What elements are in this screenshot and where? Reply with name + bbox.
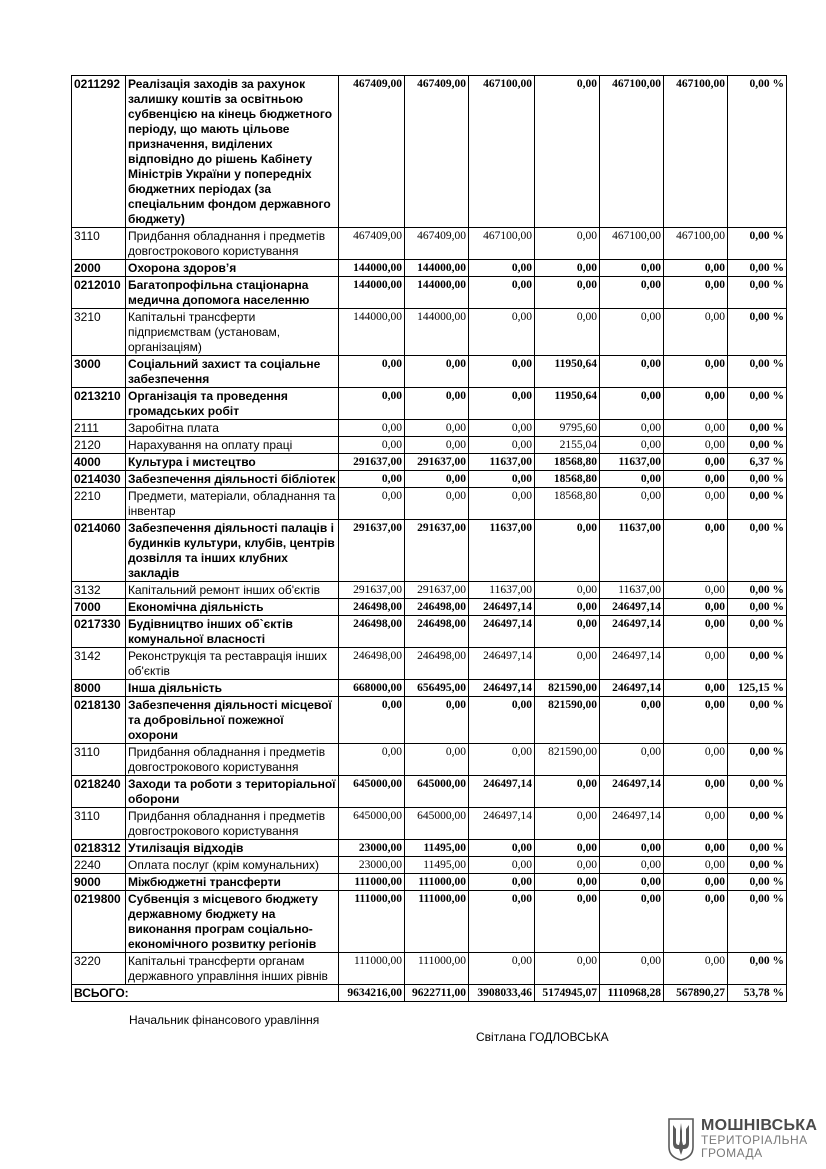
row-amount-c1: 0,00 [339,488,405,520]
row-amount-c2: 246498,00 [405,616,469,648]
row-amount-c2: 11495,00 [405,840,469,857]
row-amount-c2: 111000,00 [405,953,469,985]
row-amount-c4: 0,00 [535,616,600,648]
row-amount-c2: 111000,00 [405,874,469,891]
row-amount-c4: 821590,00 [535,680,600,697]
row-amount-c1: 0,00 [339,437,405,454]
row-amount-c3: 246497,14 [469,616,535,648]
row-amount-c5: 0,00 [600,488,664,520]
row-name: Оплата послуг (крім комунальних) [126,857,339,874]
row-code: 0214030 [72,471,126,488]
row-amount-c1: 0,00 [339,388,405,420]
row-name: Соціальний захист та соціальне забезпечення [126,356,339,388]
row-amount-c6: 0,00 [664,891,728,953]
total-amount-c1: 9634216,00 [339,985,405,1002]
row-amount-c3: 246497,14 [469,648,535,680]
table-row [72,388,787,420]
row-amount-c2: 0,00 [405,471,469,488]
row-code: 3220 [72,953,126,985]
logo-line-2: ТЕРИТОРІАЛЬНА [701,1133,808,1147]
row-percent: 0,00 % [728,388,787,420]
signer-name: Світлана ГОДЛОВСЬКА [476,1030,609,1044]
row-amount-c4: 0,00 [535,953,600,985]
table-row [72,471,787,488]
row-amount-c3: 0,00 [469,697,535,744]
row-amount-c4: 0,00 [535,808,600,840]
row-amount-c1: 111000,00 [339,891,405,953]
row-amount-c1: 0,00 [339,420,405,437]
row-amount-c6: 467100,00 [664,228,728,260]
table-row [72,309,787,356]
row-name: Придбання обладнання і предметів довгострокового користування [126,228,339,260]
row-amount-c2: 656495,00 [405,680,469,697]
row-name: Будівництво інших об`єктів комунальної власності [126,616,339,648]
table-row [72,697,787,744]
row-amount-c4: 11950,64 [535,388,600,420]
row-percent: 0,00 % [728,520,787,582]
logo-line-3: ГРОМАДА [701,1146,763,1160]
row-percent: 125,15 % [728,680,787,697]
row-name: Забезпечення діяльності місцевої та добровільної пожежної охорони [126,697,339,744]
row-name: Придбання обладнання і предметів довгострокового користування [126,808,339,840]
row-amount-c1: 668000,00 [339,680,405,697]
row-amount-c3: 467100,00 [469,76,535,228]
row-amount-c6: 0,00 [664,277,728,309]
row-percent: 0,00 % [728,420,787,437]
row-percent: 0,00 % [728,648,787,680]
row-name: Організація та проведення громадських робіт [126,388,339,420]
row-amount-c2: 467409,00 [405,76,469,228]
row-amount-c3: 0,00 [469,277,535,309]
row-percent: 0,00 % [728,76,787,228]
row-amount-c6: 0,00 [664,648,728,680]
row-amount-c3: 0,00 [469,891,535,953]
row-amount-c3: 0,00 [469,840,535,857]
row-name: Предмети, матеріали, обладнання та інвентар [126,488,339,520]
row-amount-c5: 0,00 [600,874,664,891]
row-name: Нарахування на оплату праці [126,437,339,454]
table-row [72,599,787,616]
row-percent: 0,00 % [728,744,787,776]
row-code: 3142 [72,648,126,680]
row-percent: 0,00 % [728,471,787,488]
row-code: 3110 [72,808,126,840]
row-amount-c5: 0,00 [600,857,664,874]
row-code: 0219800 [72,891,126,953]
row-amount-c5: 11637,00 [600,454,664,471]
row-amount-c3: 0,00 [469,260,535,277]
row-code: 0213210 [72,388,126,420]
row-amount-c2: 0,00 [405,356,469,388]
row-code: 9000 [72,874,126,891]
row-amount-c5: 246497,14 [600,776,664,808]
row-amount-c5: 246497,14 [600,808,664,840]
row-name: Утилізація відходів [126,840,339,857]
table-row [72,260,787,277]
row-amount-c4: 0,00 [535,309,600,356]
row-code: 0218312 [72,840,126,857]
trident-emblem-icon [667,1117,695,1161]
row-code: 2120 [72,437,126,454]
row-amount-c1: 291637,00 [339,520,405,582]
row-amount-c4: 11950,64 [535,356,600,388]
row-amount-c1: 246498,00 [339,648,405,680]
row-code: 0212010 [72,277,126,309]
row-code: 0218240 [72,776,126,808]
row-amount-c6: 467100,00 [664,76,728,228]
row-name: Багатопрофільна стаціонарна медична допомога населенню [126,277,339,309]
row-amount-c4: 0,00 [535,277,600,309]
row-amount-c3: 246497,14 [469,599,535,616]
row-amount-c4: 0,00 [535,776,600,808]
row-amount-c3: 0,00 [469,420,535,437]
row-amount-c1: 144000,00 [339,260,405,277]
row-amount-c6: 0,00 [664,680,728,697]
row-amount-c1: 645000,00 [339,808,405,840]
row-amount-c6: 0,00 [664,874,728,891]
row-amount-c6: 0,00 [664,260,728,277]
row-amount-c4: 18568,80 [535,454,600,471]
row-percent: 0,00 % [728,437,787,454]
row-code: 3000 [72,356,126,388]
row-code: 2240 [72,857,126,874]
row-amount-c6: 0,00 [664,388,728,420]
row-amount-c5: 0,00 [600,697,664,744]
table-row [72,874,787,891]
row-amount-c1: 111000,00 [339,874,405,891]
logo-line-1: МОШНІВСЬКА [701,1117,818,1134]
row-percent: 0,00 % [728,488,787,520]
row-amount-c4: 18568,80 [535,488,600,520]
row-amount-c6: 0,00 [664,471,728,488]
row-percent: 0,00 % [728,309,787,356]
table-row [72,356,787,388]
row-amount-c4: 0,00 [535,874,600,891]
row-amount-c1: 467409,00 [339,76,405,228]
row-amount-c5: 0,00 [600,388,664,420]
row-amount-c1: 23000,00 [339,857,405,874]
row-name: Капітальні трансферти підприємствам (установам, організаціям) [126,309,339,356]
row-amount-c2: 11495,00 [405,857,469,874]
row-amount-c6: 0,00 [664,520,728,582]
table-row [72,582,787,599]
row-amount-c6: 0,00 [664,488,728,520]
row-code: 0214060 [72,520,126,582]
row-percent: 0,00 % [728,228,787,260]
row-percent: 0,00 % [728,891,787,953]
table-row [72,840,787,857]
row-percent: 0,00 % [728,857,787,874]
row-amount-c3: 11637,00 [469,520,535,582]
table-row [72,953,787,985]
row-amount-c5: 246497,14 [600,648,664,680]
row-amount-c6: 0,00 [664,776,728,808]
row-code: 0211292 [72,76,126,228]
table-row [72,744,787,776]
row-amount-c1: 144000,00 [339,309,405,356]
row-amount-c4: 0,00 [535,582,600,599]
row-amount-c6: 0,00 [664,840,728,857]
row-amount-c4: 0,00 [535,228,600,260]
row-amount-c4: 2155,04 [535,437,600,454]
row-amount-c3: 246497,14 [469,776,535,808]
total-amount-c6: 567890,27 [664,985,728,1002]
total-amount-c3: 3908033,46 [469,985,535,1002]
row-code: 2000 [72,260,126,277]
row-amount-c3: 0,00 [469,437,535,454]
row-name: Охорона здоров’я [126,260,339,277]
row-amount-c3: 11637,00 [469,582,535,599]
row-amount-c1: 0,00 [339,697,405,744]
row-code: 3110 [72,744,126,776]
total-amount-c5: 1110968,28 [600,985,664,1002]
signer-title: Начальник фінансового уравління [129,1013,320,1027]
row-amount-c2: 0,00 [405,420,469,437]
row-name: Культура і мистецтво [126,454,339,471]
row-amount-c4: 0,00 [535,840,600,857]
row-name: Заходи та роботи з територіальної оборони [126,776,339,808]
row-percent: 0,00 % [728,582,787,599]
row-percent: 6,37 % [728,454,787,471]
row-amount-c3: 11637,00 [469,454,535,471]
row-name: Субвенція з місцевого бюджету державному бюджету на виконання програм соціально-економічного розвитку регіонів [126,891,339,953]
row-percent: 0,00 % [728,808,787,840]
row-amount-c1: 144000,00 [339,277,405,309]
row-amount-c1: 291637,00 [339,454,405,471]
row-name: Реалізація заходів за рахунок залишку коштів за освітньою субвенцією на кінець бюджетного періоду, що мають цільове призначення, виділених відповідно до рішень Кабінету Міністрів України у попередніх бюджетних періодах (за спеціальним фондом державного бюджету) [126,76,339,228]
row-amount-c5: 0,00 [600,309,664,356]
row-amount-c4: 821590,00 [535,697,600,744]
row-amount-c3: 246497,14 [469,808,535,840]
row-amount-c2: 144000,00 [405,309,469,356]
row-amount-c5: 467100,00 [600,228,664,260]
row-amount-c5: 11637,00 [600,520,664,582]
row-amount-c4: 0,00 [535,891,600,953]
row-amount-c3: 0,00 [469,356,535,388]
row-amount-c6: 0,00 [664,356,728,388]
row-amount-c2: 645000,00 [405,808,469,840]
table-row [72,437,787,454]
row-amount-c6: 0,00 [664,857,728,874]
row-amount-c2: 0,00 [405,437,469,454]
row-amount-c2: 144000,00 [405,277,469,309]
row-code: 2111 [72,420,126,437]
total-label: ВСЬОГО: [72,985,339,1002]
row-amount-c4: 0,00 [535,520,600,582]
row-percent: 0,00 % [728,260,787,277]
table-row [72,680,787,697]
row-amount-c5: 0,00 [600,953,664,985]
row-amount-c2: 291637,00 [405,520,469,582]
row-amount-c5: 246497,14 [600,616,664,648]
row-amount-c5: 0,00 [600,420,664,437]
total-row [72,985,787,1002]
row-amount-c5: 0,00 [600,437,664,454]
row-amount-c2: 0,00 [405,488,469,520]
table-row [72,616,787,648]
row-name: Капітальний ремонт інших об'єктів [126,582,339,599]
row-amount-c5: 0,00 [600,277,664,309]
table-row [72,76,787,228]
row-amount-c2: 144000,00 [405,260,469,277]
row-amount-c3: 467100,00 [469,228,535,260]
row-amount-c6: 0,00 [664,616,728,648]
table-row [72,420,787,437]
row-amount-c5: 246497,14 [600,680,664,697]
row-amount-c4: 0,00 [535,76,600,228]
row-amount-c2: 246498,00 [405,648,469,680]
row-amount-c3: 0,00 [469,874,535,891]
row-amount-c1: 0,00 [339,356,405,388]
row-amount-c1: 111000,00 [339,953,405,985]
row-code: 2210 [72,488,126,520]
table-row [72,891,787,953]
row-percent: 0,00 % [728,840,787,857]
budget-sheet [71,75,786,1002]
row-amount-c6: 0,00 [664,309,728,356]
row-amount-c5: 467100,00 [600,76,664,228]
budget-table-body [72,76,787,1002]
row-amount-c3: 246497,14 [469,680,535,697]
row-code: 0218130 [72,697,126,744]
row-amount-c1: 291637,00 [339,582,405,599]
row-amount-c4: 0,00 [535,857,600,874]
row-percent: 0,00 % [728,776,787,808]
community-logo [667,1117,817,1161]
row-amount-c1: 467409,00 [339,228,405,260]
row-amount-c4: 821590,00 [535,744,600,776]
table-row [72,648,787,680]
row-amount-c2: 111000,00 [405,891,469,953]
row-amount-c4: 18568,80 [535,471,600,488]
table-row [72,277,787,309]
row-amount-c5: 11637,00 [600,582,664,599]
row-amount-c1: 0,00 [339,471,405,488]
row-amount-c6: 0,00 [664,953,728,985]
row-name: Забезпечення діяльності бібліотек [126,471,339,488]
table-row [72,808,787,840]
row-name: Придбання обладнання і предметів довгострокового користування [126,744,339,776]
row-amount-c5: 0,00 [600,744,664,776]
row-amount-c1: 645000,00 [339,776,405,808]
row-amount-c6: 0,00 [664,744,728,776]
table-row [72,857,787,874]
row-amount-c2: 0,00 [405,388,469,420]
row-amount-c4: 0,00 [535,260,600,277]
row-amount-c3: 0,00 [469,309,535,356]
total-amount-c2: 9622711,00 [405,985,469,1002]
row-code: 8000 [72,680,126,697]
row-amount-c4: 9795,60 [535,420,600,437]
row-code: 0217330 [72,616,126,648]
row-code: 4000 [72,454,126,471]
row-amount-c5: 0,00 [600,260,664,277]
row-amount-c3: 0,00 [469,857,535,874]
row-code: 7000 [72,599,126,616]
row-name: Міжбюджетні трансферти [126,874,339,891]
row-amount-c1: 246498,00 [339,599,405,616]
row-name: Інша діяльність [126,680,339,697]
row-percent: 0,00 % [728,953,787,985]
row-amount-c1: 23000,00 [339,840,405,857]
row-amount-c6: 0,00 [664,808,728,840]
table-row [72,228,787,260]
row-code: 3110 [72,228,126,260]
row-amount-c6: 0,00 [664,420,728,437]
row-amount-c2: 645000,00 [405,776,469,808]
row-code: 3132 [72,582,126,599]
row-amount-c5: 0,00 [600,356,664,388]
row-amount-c5: 0,00 [600,471,664,488]
row-amount-c6: 0,00 [664,599,728,616]
row-amount-c3: 0,00 [469,488,535,520]
row-amount-c4: 0,00 [535,648,600,680]
row-percent: 0,00 % [728,697,787,744]
row-amount-c1: 246498,00 [339,616,405,648]
row-amount-c2: 246498,00 [405,599,469,616]
row-amount-c4: 0,00 [535,599,600,616]
row-percent: 0,00 % [728,277,787,309]
row-amount-c2: 291637,00 [405,454,469,471]
row-amount-c3: 0,00 [469,953,535,985]
row-amount-c5: 0,00 [600,840,664,857]
budget-table [71,75,787,1002]
row-percent: 0,00 % [728,874,787,891]
row-name: Економічна діяльність [126,599,339,616]
row-name: Реконструкція та реставрація інших об'єктів [126,648,339,680]
row-name: Забезпечення діяльності палаців і будинків культури, клубів, центрів дозвілля та інших клубних закладів [126,520,339,582]
row-amount-c6: 0,00 [664,437,728,454]
row-name: Капітальні трансферти органам державного управління інших рівнів [126,953,339,985]
table-row [72,454,787,471]
row-amount-c3: 0,00 [469,471,535,488]
total-percent: 53,78 % [728,985,787,1002]
row-name: Заробітна плата [126,420,339,437]
row-amount-c5: 0,00 [600,891,664,953]
row-amount-c6: 0,00 [664,582,728,599]
table-row [72,520,787,582]
table-row [72,776,787,808]
total-amount-c4: 5174945,07 [535,985,600,1002]
row-amount-c5: 246497,14 [600,599,664,616]
row-amount-c2: 0,00 [405,744,469,776]
row-amount-c6: 0,00 [664,697,728,744]
row-amount-c6: 0,00 [664,454,728,471]
row-percent: 0,00 % [728,616,787,648]
row-amount-c3: 0,00 [469,388,535,420]
table-row [72,488,787,520]
row-code: 3210 [72,309,126,356]
row-percent: 0,00 % [728,599,787,616]
row-amount-c2: 0,00 [405,697,469,744]
row-amount-c2: 467409,00 [405,228,469,260]
row-amount-c1: 0,00 [339,744,405,776]
row-amount-c3: 0,00 [469,744,535,776]
row-amount-c2: 291637,00 [405,582,469,599]
row-percent: 0,00 % [728,356,787,388]
